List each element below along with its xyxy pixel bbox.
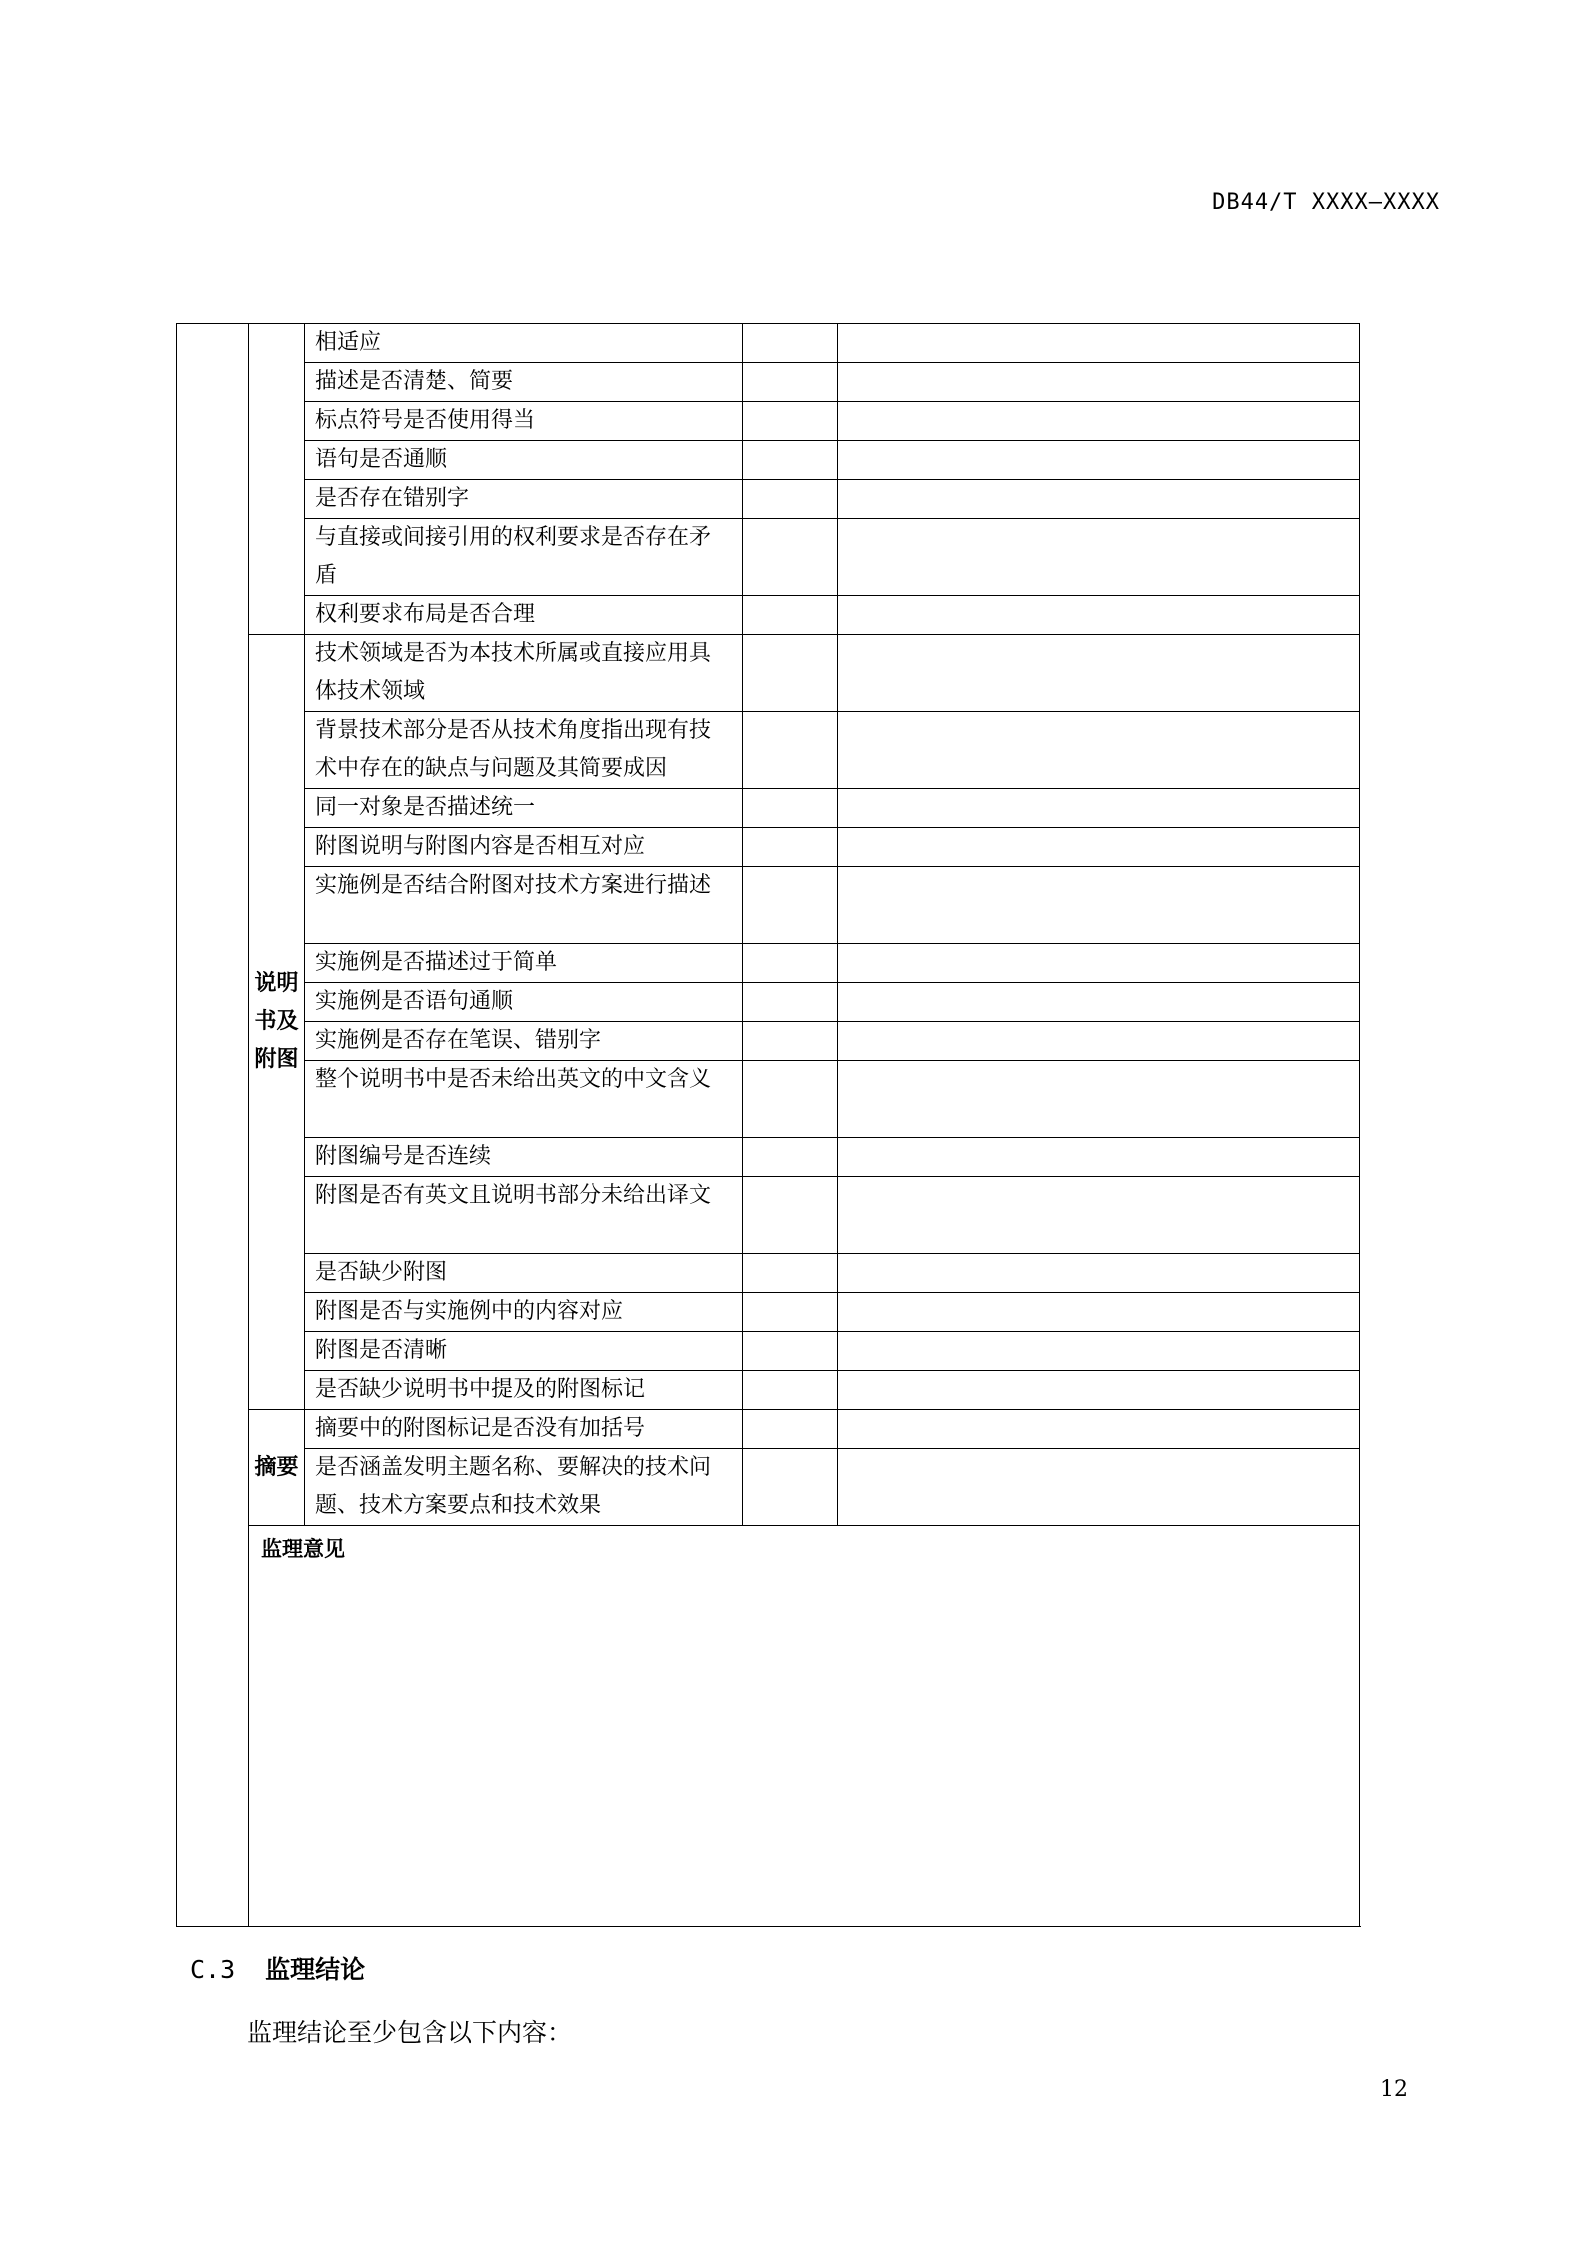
table-row <box>177 944 1360 983</box>
table-row <box>177 480 1360 519</box>
table-row <box>177 363 1360 402</box>
result-cell[interactable] <box>743 1138 838 1177</box>
table-row <box>177 983 1360 1022</box>
check-item: 描述是否清楚、简要 <box>305 363 743 402</box>
table-row <box>177 519 1360 596</box>
result-cell[interactable] <box>743 480 838 519</box>
table-row <box>177 1022 1360 1061</box>
remark-cell[interactable] <box>838 1293 1360 1332</box>
document-code: DB44/T XXXX—XXXX <box>1212 190 1440 215</box>
result-cell[interactable] <box>743 441 838 480</box>
remark-cell[interactable] <box>838 867 1360 944</box>
check-item: 附图是否清晰 <box>305 1332 743 1371</box>
check-item: 附图是否与实施例中的内容对应 <box>305 1293 743 1332</box>
table-row <box>177 789 1360 828</box>
check-item: 是否存在错别字 <box>305 480 743 519</box>
result-cell[interactable] <box>743 712 838 789</box>
remark-cell[interactable] <box>838 828 1360 867</box>
result-cell[interactable] <box>743 1332 838 1371</box>
result-cell[interactable] <box>743 1371 838 1410</box>
table-row <box>177 1371 1360 1410</box>
result-cell[interactable] <box>743 1449 838 1526</box>
spec-section-label: 说明书及附图 <box>249 635 305 1410</box>
table-row <box>177 1061 1360 1138</box>
result-cell[interactable] <box>743 635 838 712</box>
claims-section-cell <box>249 324 305 635</box>
table-row <box>177 635 1360 712</box>
result-cell[interactable] <box>743 828 838 867</box>
check-item: 标点符号是否使用得当 <box>305 402 743 441</box>
table-row <box>177 1138 1360 1177</box>
section-heading <box>190 1950 365 1986</box>
check-item: 实施例是否结合附图对技术方案进行描述 <box>305 867 743 944</box>
check-item: 是否涵盖发明主题名称、要解决的技术问题、技术方案要点和技术效果 <box>305 1449 743 1526</box>
table-row <box>177 1293 1360 1332</box>
result-cell[interactable] <box>743 1293 838 1332</box>
remark-cell[interactable] <box>838 519 1360 596</box>
remark-cell[interactable] <box>838 1177 1360 1254</box>
check-item: 附图说明与附图内容是否相互对应 <box>305 828 743 867</box>
remark-cell[interactable] <box>838 324 1360 363</box>
remark-cell[interactable] <box>838 1061 1360 1138</box>
check-item: 同一对象是否描述统一 <box>305 789 743 828</box>
result-cell[interactable] <box>743 402 838 441</box>
opinion-row <box>177 1526 1360 1927</box>
remark-cell[interactable] <box>838 402 1360 441</box>
opinion-label: 监理意见 <box>261 1537 345 1561</box>
check-item: 实施例是否描述过于简单 <box>305 944 743 983</box>
remark-cell[interactable] <box>838 1332 1360 1371</box>
result-cell[interactable] <box>743 1022 838 1061</box>
check-item: 整个说明书中是否未给出英文的中文含义 <box>305 1061 743 1138</box>
result-cell[interactable] <box>743 983 838 1022</box>
check-item: 相适应 <box>305 324 743 363</box>
abstract-section-label: 摘要 <box>249 1410 305 1526</box>
result-cell[interactable] <box>743 1410 838 1449</box>
remark-cell[interactable] <box>838 944 1360 983</box>
remark-cell[interactable] <box>838 596 1360 635</box>
check-item: 技术领域是否为本技术所属或直接应用具体技术领域 <box>305 635 743 712</box>
table-row <box>177 828 1360 867</box>
table-row <box>177 712 1360 789</box>
remark-cell[interactable] <box>838 712 1360 789</box>
check-item: 摘要中的附图标记是否没有加括号 <box>305 1410 743 1449</box>
check-item: 是否缺少说明书中提及的附图标记 <box>305 1371 743 1410</box>
table-row <box>177 1449 1360 1526</box>
result-cell[interactable] <box>743 363 838 402</box>
check-item: 是否缺少附图 <box>305 1254 743 1293</box>
check-item: 附图编号是否连续 <box>305 1138 743 1177</box>
result-cell[interactable] <box>743 596 838 635</box>
remark-cell[interactable] <box>838 1449 1360 1526</box>
check-item: 实施例是否语句通顺 <box>305 983 743 1022</box>
check-item: 实施例是否存在笔误、错别字 <box>305 1022 743 1061</box>
remark-cell[interactable] <box>838 363 1360 402</box>
table-row <box>177 441 1360 480</box>
table-row <box>177 324 1360 363</box>
result-cell[interactable] <box>743 867 838 944</box>
check-item: 附图是否有英文且说明书部分未给出译文 <box>305 1177 743 1254</box>
review-checklist-table <box>176 323 1360 1927</box>
remark-cell[interactable] <box>838 1138 1360 1177</box>
section-title: 监理结论 <box>265 1955 366 1984</box>
page-number: 12 <box>1380 2077 1408 2102</box>
result-cell[interactable] <box>743 519 838 596</box>
result-cell[interactable] <box>743 944 838 983</box>
check-item: 与直接或间接引用的权利要求是否存在矛盾 <box>305 519 743 596</box>
result-cell[interactable] <box>743 324 838 363</box>
table-row <box>177 867 1360 944</box>
remark-cell[interactable] <box>838 635 1360 712</box>
check-item: 语句是否通顺 <box>305 441 743 480</box>
table-row <box>177 1332 1360 1371</box>
remark-cell[interactable] <box>838 441 1360 480</box>
remark-cell[interactable] <box>838 480 1360 519</box>
result-cell[interactable] <box>743 1061 838 1138</box>
body-paragraph: 监理结论至少包含以下内容： <box>247 2018 573 2047</box>
result-cell[interactable] <box>743 789 838 828</box>
category-cell <box>177 324 249 1927</box>
check-item: 权利要求布局是否合理 <box>305 596 743 635</box>
remark-cell[interactable] <box>838 1371 1360 1410</box>
remark-cell[interactable] <box>838 1254 1360 1293</box>
remark-cell[interactable] <box>838 789 1360 828</box>
result-cell[interactable] <box>743 1177 838 1254</box>
remark-cell[interactable] <box>838 983 1360 1022</box>
remark-cell[interactable] <box>838 1410 1360 1449</box>
section-number: C.3 <box>190 1955 236 1984</box>
result-cell[interactable] <box>743 1254 838 1293</box>
table-row <box>177 402 1360 441</box>
remark-cell[interactable] <box>838 1022 1360 1061</box>
check-item: 背景技术部分是否从技术角度指出现有技术中存在的缺点与问题及其简要成因 <box>305 712 743 789</box>
supervision-opinion-field[interactable] <box>249 1526 1360 1927</box>
table-row <box>177 1254 1360 1293</box>
table-row <box>177 1177 1360 1254</box>
table-row <box>177 596 1360 635</box>
table-row <box>177 1410 1360 1449</box>
